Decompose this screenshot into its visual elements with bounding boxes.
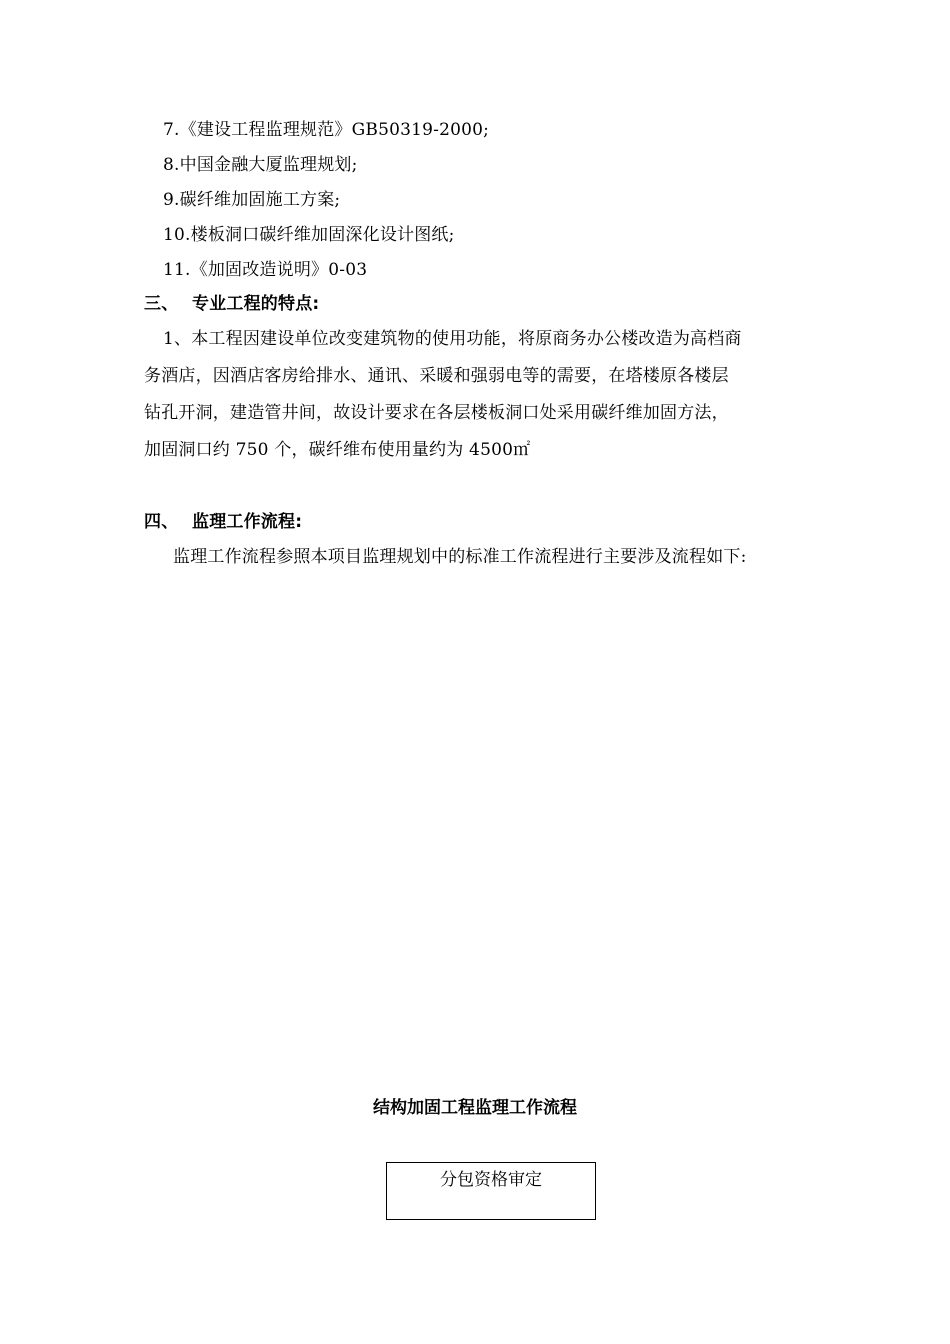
section-3-paragraph-line-3: 钻孔开洞，建造管井间，故设计要求在各层楼板洞口处采用碳纤维加固方法， xyxy=(144,403,729,423)
section-4-number: 四、 xyxy=(144,512,179,532)
section-3-paragraph-line-1: 1、本工程因建设单位改变建筑物的使用功能，将原商务办公楼改造为高档商 xyxy=(163,329,742,349)
section-4-paragraph-line-1: 监理工作流程参照本项目监理规划中的标准工作流程进行主要涉及流程如下: xyxy=(173,547,747,567)
reference-item-8: 8.中国金融大厦监理规划; xyxy=(163,155,358,175)
section-3-title: 专业工程的特点: xyxy=(192,294,320,314)
reference-item-10: 10.楼板洞口碳纤维加固深化设计图纸; xyxy=(163,225,455,245)
reference-item-7: 7.《建设工程监理规范》GB50319-2000; xyxy=(163,120,490,140)
reference-item-11: 11.《加固改造说明》0-03 xyxy=(163,260,368,280)
flowchart-title: 结构加固工程监理工作流程 xyxy=(373,1098,577,1118)
section-3-paragraph-line-2: 务酒店，因酒店客房给排水、通讯、采暖和强弱电等的需要，在塔楼原各楼层 xyxy=(144,366,729,386)
flowchart-step-qualification-review: 分包资格审定 xyxy=(386,1162,596,1220)
reference-item-9: 9.碳纤维加固施工方案; xyxy=(163,190,341,210)
section-3-heading xyxy=(144,292,319,316)
section-4-heading xyxy=(144,510,302,534)
section-3-number: 三、 xyxy=(144,294,179,314)
section-4-title: 监理工作流程: xyxy=(192,512,303,532)
section-3-paragraph-line-4: 加固洞口约 750 个，碳纤维布使用量约为 4500㎡ xyxy=(144,440,531,460)
